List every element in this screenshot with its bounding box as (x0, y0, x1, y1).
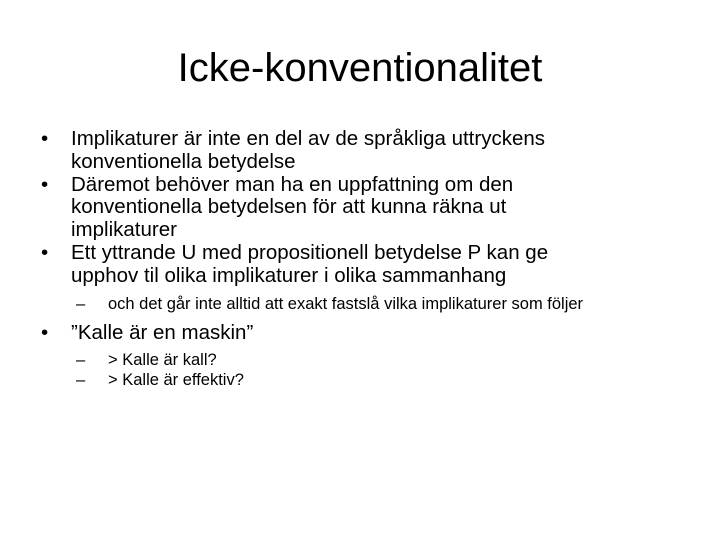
sub-item (36, 350, 696, 370)
bullet-line: ”Kalle är en maskin” (71, 320, 254, 344)
bullet-line: Däremot behöver man ha en uppfattning om den (71, 172, 514, 196)
bullet-line: konventionella betydelsen för att kunna räkna ut (71, 195, 507, 219)
bullet-line: konventionella betydelse (71, 149, 296, 173)
bullet-item (36, 242, 696, 288)
sub-item (36, 370, 696, 390)
bullet-marker: • (41, 172, 49, 196)
slide-content (36, 128, 696, 398)
bullet-item (36, 322, 696, 345)
sub-list (36, 294, 696, 314)
sub-item-text: > Kalle är effektiv? (108, 371, 244, 390)
sub-item-text: och det går inte alltid att exakt fastslå vilka implikaturer som följer (108, 294, 584, 313)
sub-list (36, 350, 696, 390)
bullet-item (36, 174, 696, 242)
bullet-item (36, 128, 696, 174)
slide-title: Icke-konventionalitet (177, 46, 543, 90)
dash-marker: – (76, 294, 86, 313)
sub-item-text: > Kalle är kall? (108, 351, 217, 370)
bullet-line: Implikaturer är inte en del av de språkliga uttryckens (71, 127, 546, 150)
bullet-marker: • (41, 127, 49, 150)
bullet-marker: • (41, 240, 49, 264)
dash-marker: – (76, 371, 86, 390)
bullet-line: Ett yttrande U med propositionell betydelse P kan ge (71, 240, 549, 264)
sub-item (36, 294, 696, 314)
bullet-marker: • (41, 320, 49, 344)
bullet-line: upphov til olika implikaturer i olika sammanhang (71, 263, 507, 287)
dash-marker: – (76, 351, 86, 370)
bullet-line: implikaturer (71, 218, 177, 242)
